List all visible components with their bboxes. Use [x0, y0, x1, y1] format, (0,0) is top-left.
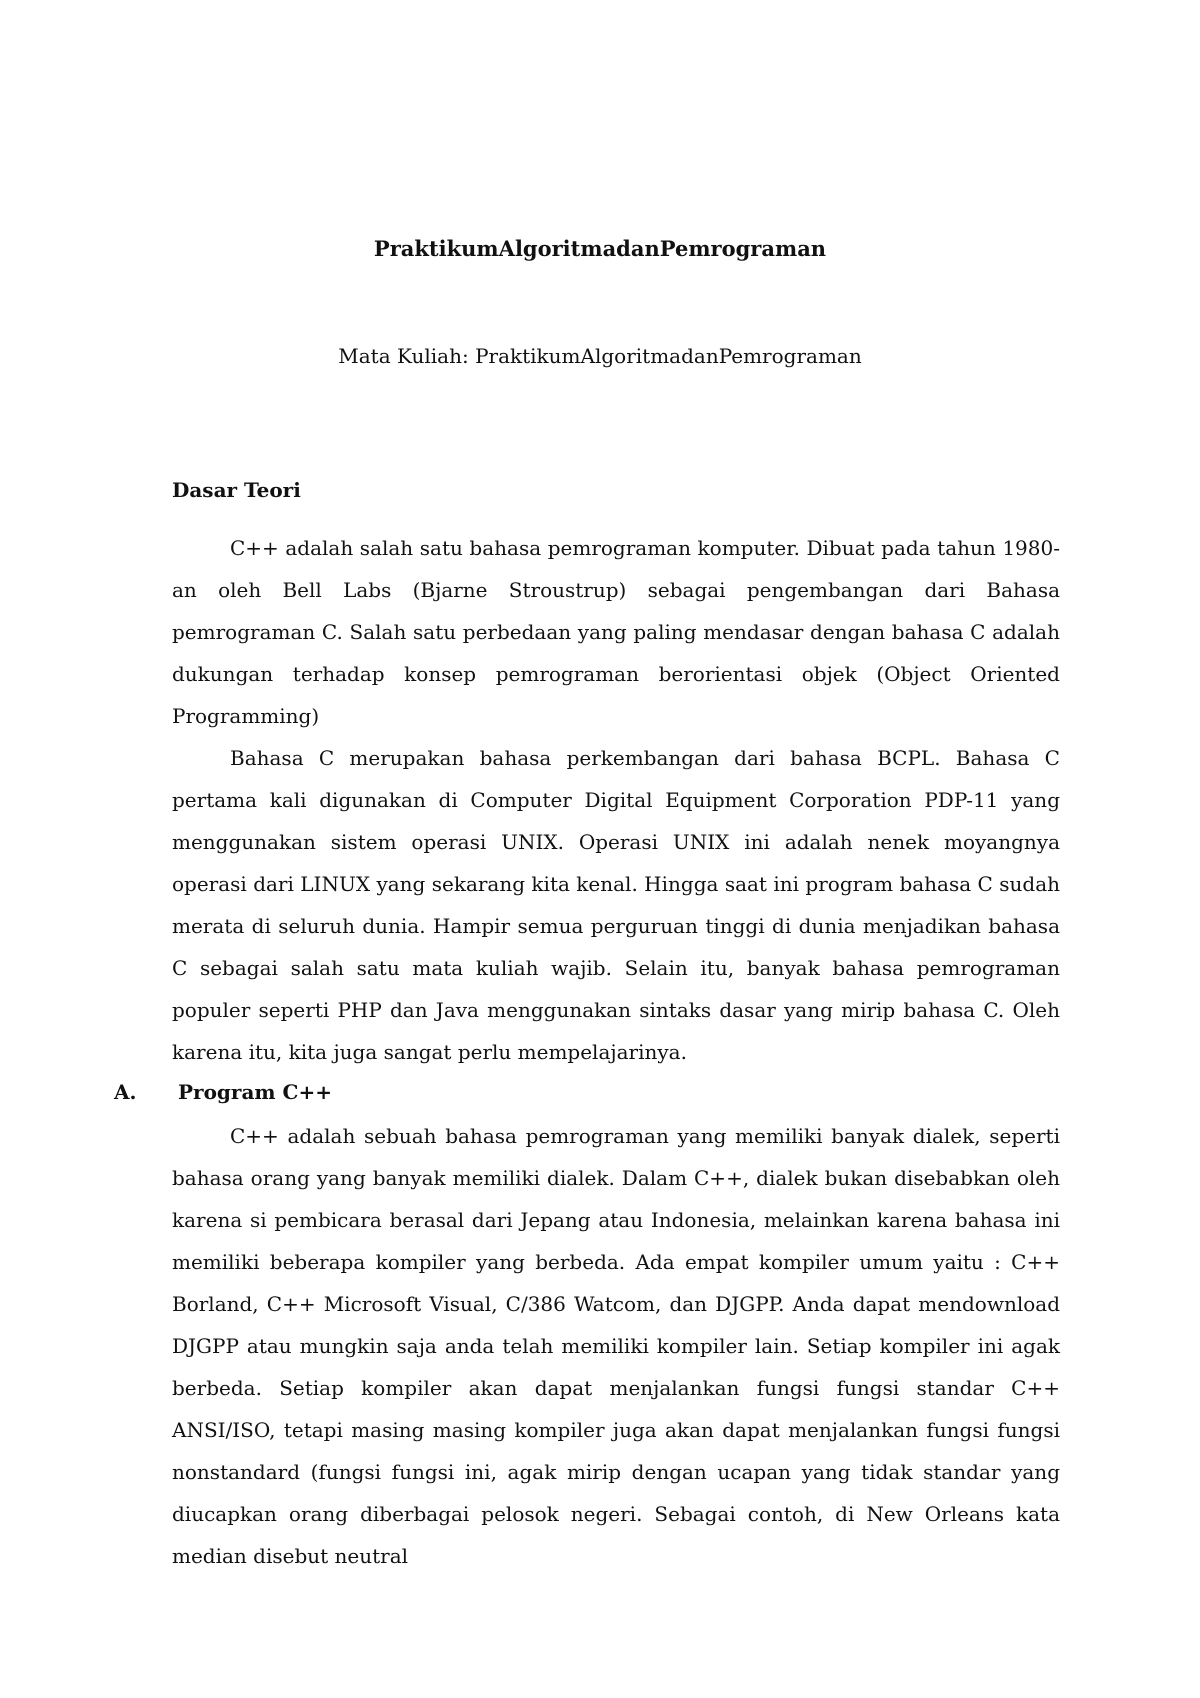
document-title: PraktikumAlgoritmadanPemrograman — [373, 236, 827, 261]
paragraph: Bahasa C merupakan bahasa perkembangan dari bahasa BCPL. Bahasa C pertama kali digunakan di Computer Digital Equipment Corporation PDP-11 yang menggunakan sistem operasi UNIX. Operasi UNIX ini adalah nenek moyangnya operasi dari LINUX yang sekarang kita kenal. Hingga saat ini program bahasa C sudah merata di seluruh dunia. Hampir semua perguruan tinggi di dunia menjadikan bahasa C sebagai salah satu mata kuliah wajib. Selain itu, banyak bahasa pemrograman populer seperti PHP dan Java menggunakan sintaks dasar yang mirip bahasa C. Oleh karena itu, kita juga sangat perlu mempelajarinya. — [172, 746, 1060, 1064]
section-marker: A. — [114, 1080, 137, 1104]
program-cpp-body — [172, 1115, 1060, 1577]
subject-line: Mata Kuliah: PraktikumAlgoritmadanPemrograman — [338, 344, 862, 368]
paragraph: C++ adalah salah satu bahasa pemrograman komputer. Dibuat pada tahun 1980-an oleh Bell Labs (Bjarne Stroustrup) sebagai pengembangan dari Bahasa pemrograman C. Salah satu perbedaan yang paling mendasar dengan bahasa C adalah dukungan terhadap konsep pemrograman berorientasi objek (Object Oriented Programming) — [172, 536, 1060, 728]
section-title: Program C++ — [178, 1080, 332, 1104]
paragraph: C++ adalah sebuah bahasa pemrograman yang memiliki banyak dialek, seperti bahasa orang yang banyak memiliki dialek. Dalam C++, dialek bukan disebabkan oleh karena si pembicara berasal dari Jepang atau Indonesia, melainkan karena bahasa ini memiliki beberapa kompiler yang berbeda. Ada empat kompiler umum yaitu : C++ Borland, C++ Microsoft Visual, C/386 Watcom, dan DJGPP. Anda dapat mendownload DJGPP atau mungkin saja anda telah memiliki kompiler lain. Setiap kompiler ini agak berbeda. Setiap kompiler akan dapat menjalankan fungsi fungsi standar C++ ANSI/ISO, tetapi masing masing kompiler juga akan dapat menjalankan fungsi fungsi nonstandard (fungsi fungsi ini, agak mirip dengan ucapan yang tidak standar yang diucapkan orang diberbagai pelosok negeri. Sebagai contoh, di New Orleans kata median disebut neutral — [172, 1124, 1060, 1568]
section-heading-dasar-teori: Dasar Teori — [172, 478, 301, 502]
section-heading-program-cpp — [114, 1078, 332, 1106]
dasar-teori-body — [172, 527, 1060, 1073]
